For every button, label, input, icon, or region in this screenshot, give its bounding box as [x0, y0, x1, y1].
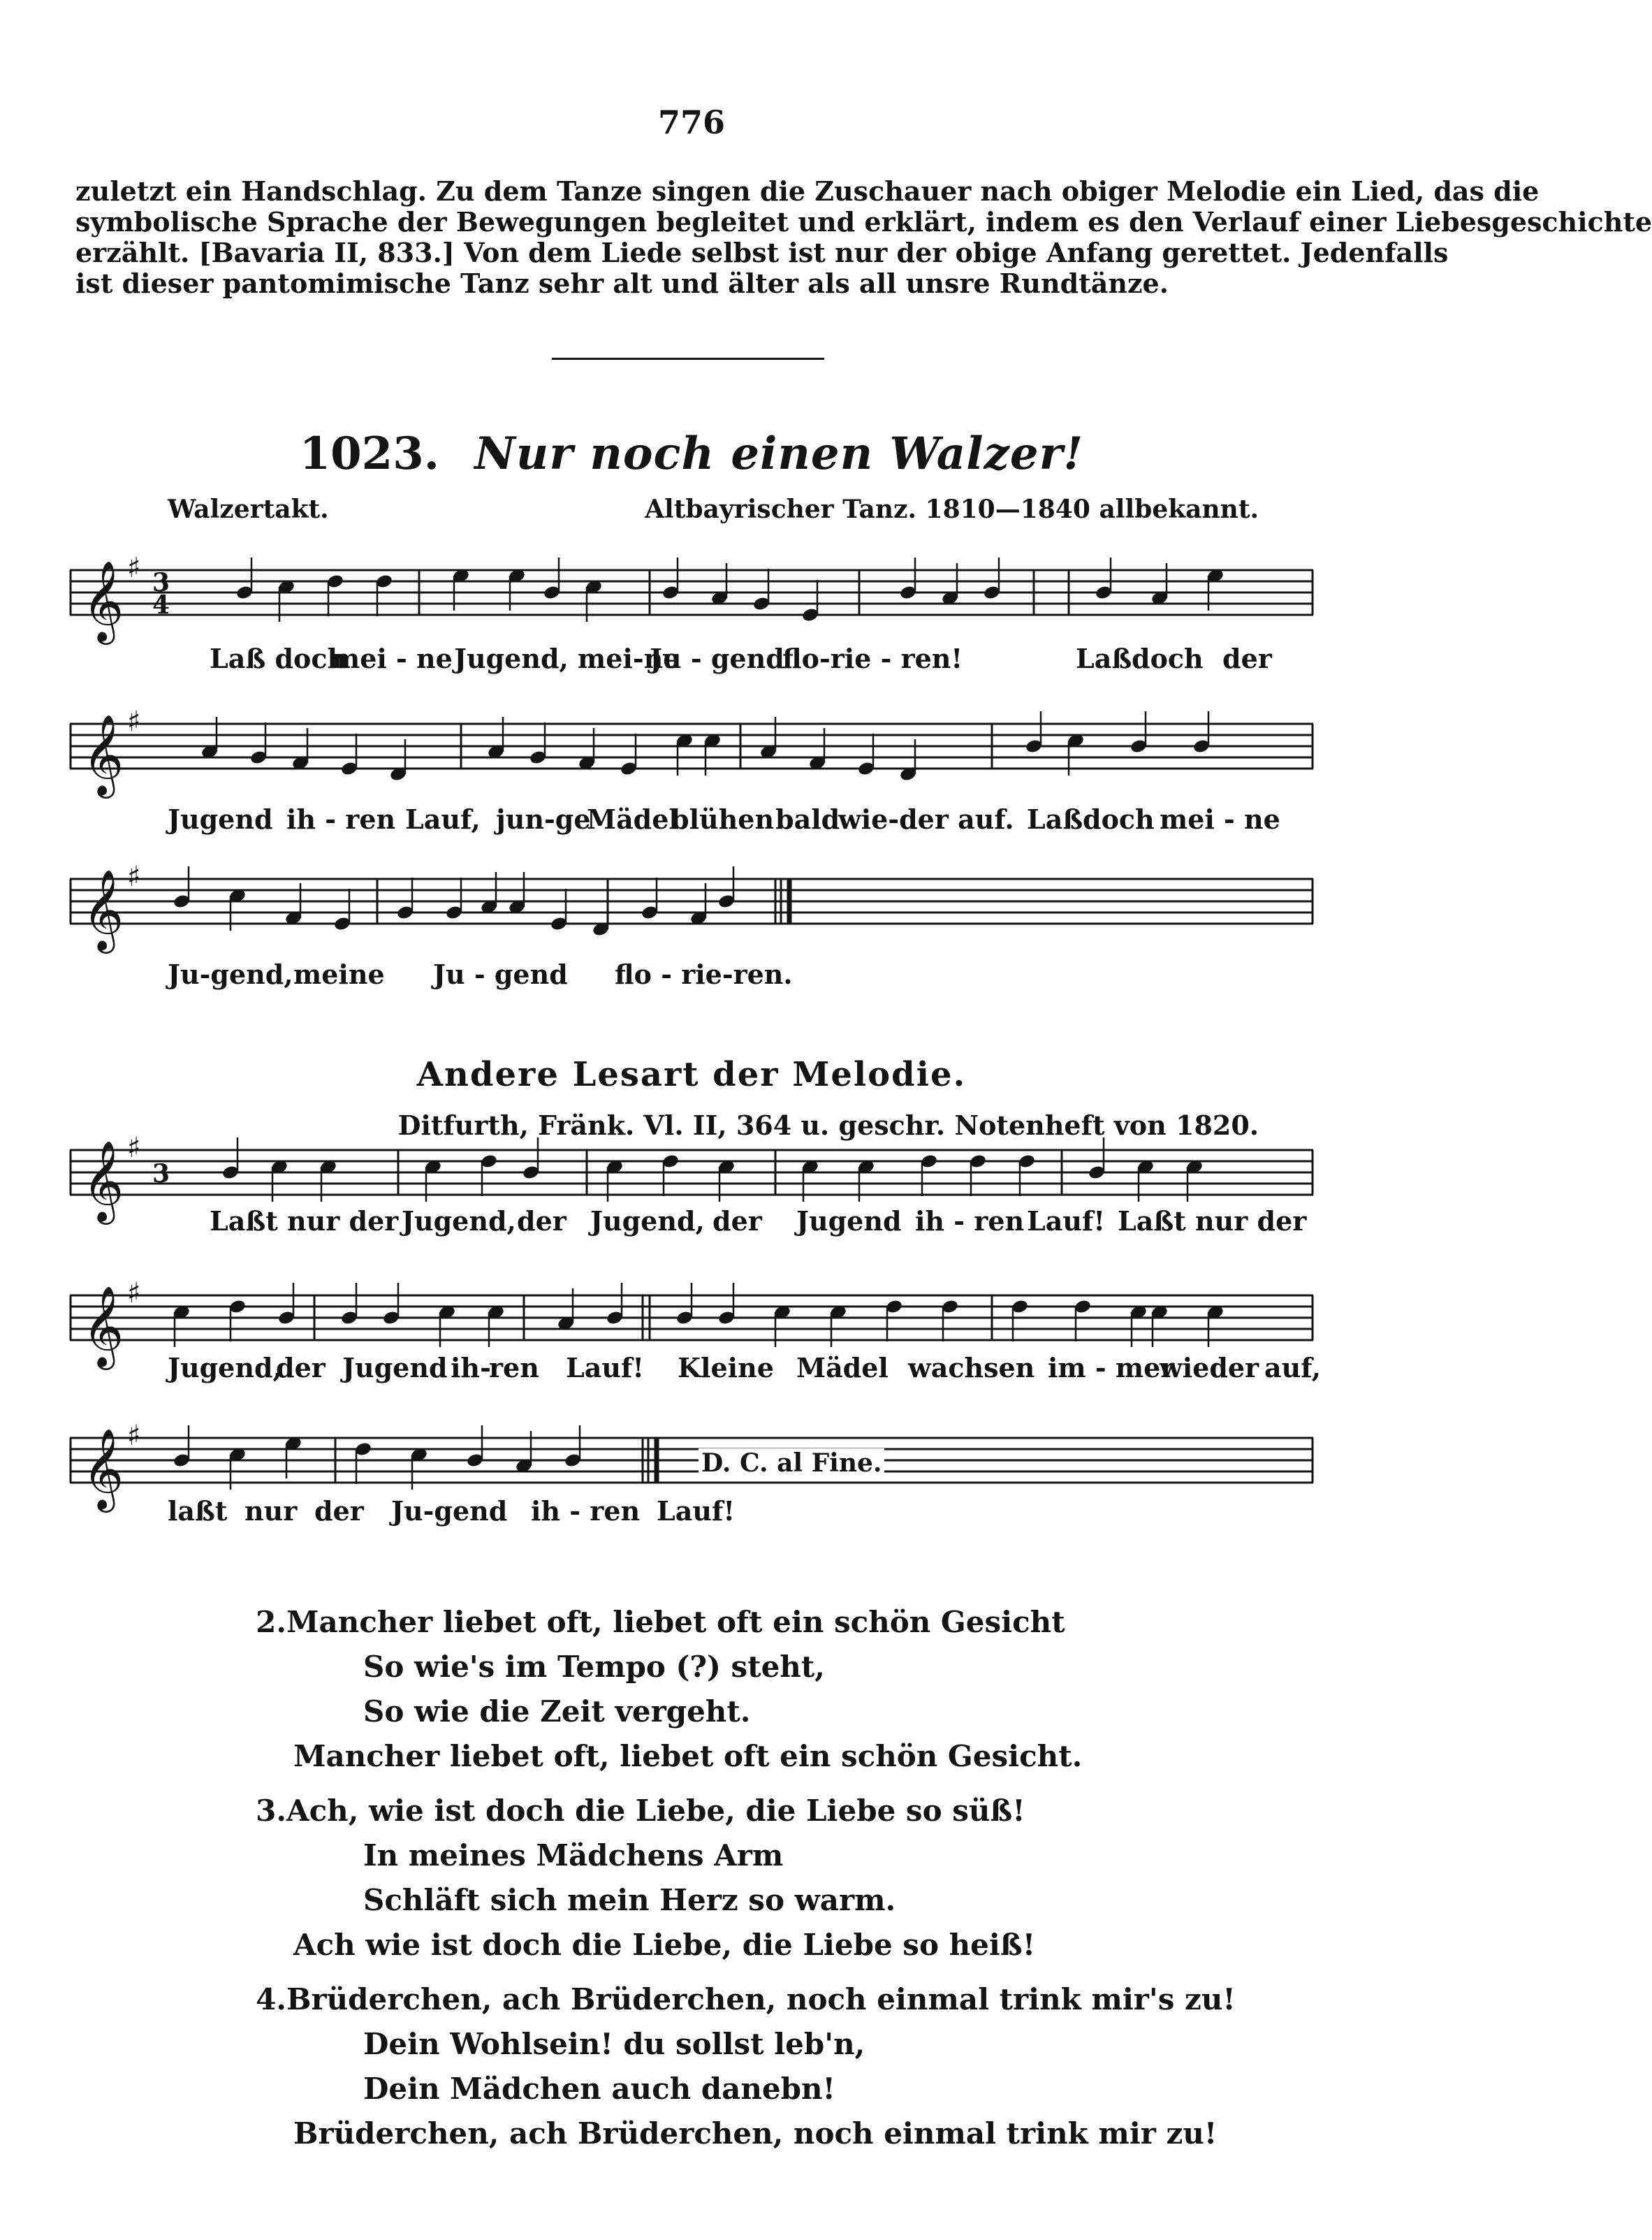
sharp-icon: ♯: [127, 861, 141, 893]
verse-line: So wie die Zeit vergeht.: [363, 1694, 751, 1729]
lyric: Lauf!: [657, 1495, 735, 1527]
verse-line: Ach wie ist doch die Liebe, die Liebe so heiß!: [293, 1928, 1036, 1962]
lyric: wieder: [1160, 1352, 1259, 1383]
lyric: nur: [244, 1495, 298, 1527]
verse-number: 2.: [256, 1605, 286, 1639]
lyric: blühen: [671, 803, 775, 835]
lyric: Ju-gend: [391, 1495, 508, 1527]
lyric: ren: [489, 1352, 539, 1383]
verse-line: In meines Mädchens Arm: [363, 1838, 784, 1872]
verse-number: 3.: [256, 1794, 286, 1828]
lyric: Jugend,: [168, 1352, 282, 1383]
lyric: Jugend, mei-ne: [454, 643, 680, 674]
lyric: Jugend: [342, 1352, 448, 1383]
lyric: flo-rie - ren!: [782, 643, 963, 674]
staff-notation: [70, 699, 1313, 797]
song-origin: Altbayrischer Tanz. 1810—1840 allbekannt.: [645, 495, 1259, 524]
lyric: Laß: [1076, 643, 1132, 674]
intro-paragraph: [75, 175, 1652, 299]
lyric: Ju - gend: [650, 643, 784, 674]
da-capo-marking: D. C. al Fine.: [699, 1448, 884, 1478]
verse-line: Mancher liebet oft, liebet oft ein schön Gesicht.: [293, 1739, 1083, 1773]
time-signature: 3: [152, 568, 170, 597]
lyric: ih - ren: [286, 803, 396, 835]
treble-clef-icon: 𝄞: [82, 1140, 124, 1221]
page-number: 776: [657, 103, 726, 141]
intro-line: ist dieser pantomimische Tanz sehr alt und älter als all unsre Rundtänze.: [75, 268, 1169, 299]
lyric: der: [276, 1352, 326, 1383]
treble-clef-icon: 𝄞: [82, 1427, 124, 1509]
lyric: Kleine: [678, 1352, 774, 1383]
verse-line: [256, 1789, 1035, 1833]
lyric: Laßt nur der: [1118, 1205, 1307, 1237]
treble-clef-icon: 𝄞: [82, 868, 124, 950]
staff-notation: [70, 854, 1313, 952]
treble-clef-icon: 𝄞: [82, 1285, 124, 1367]
verse-3: [256, 1789, 1036, 1968]
verse-number: 4.: [256, 1982, 286, 2016]
lyric: bald: [775, 803, 840, 835]
treble-clef-icon: 𝄞: [82, 560, 124, 641]
lyric: mei - ne: [1160, 803, 1280, 835]
section-divider: [552, 358, 824, 360]
variant-source: Ditfurth, Fränk. Vl. II, 364 u. geschr. Notenheft von 1820.: [397, 1110, 1259, 1141]
time-signature: 3: [152, 1159, 170, 1188]
lyrics-row-2: [168, 803, 1285, 837]
variant-heading: Andere Lesart der Melodie.: [416, 1055, 967, 1094]
verse-line: Brüderchen, ach Brüderchen, noch einmal trink mir zu!: [293, 2116, 1218, 2151]
lyric: mei - ne: [332, 643, 453, 674]
lyric: ih-: [451, 1352, 491, 1383]
lyric: wachsen: [908, 1352, 1035, 1383]
song-title: [0, 428, 1383, 480]
lyric: auf,: [1264, 1352, 1321, 1383]
treble-clef-icon: 𝄞: [82, 713, 124, 795]
lyric: der: [1222, 643, 1272, 674]
verse-4: [256, 1977, 1236, 2156]
sharp-icon: ♯: [127, 706, 141, 738]
intro-line: erzählt. [Bavaria II, 833.] Von dem Liede selbst ist nur der obige Anfang gerettet. Jedenfalls: [75, 237, 1449, 268]
lyric: Laß doch: [210, 643, 347, 674]
verse-line: So wie's im Tempo (?) steht,: [363, 1650, 825, 1684]
sharp-icon: ♯: [127, 1420, 141, 1452]
lyric: doch: [1132, 643, 1204, 674]
lyric: Laß: [1027, 803, 1083, 835]
sharp-icon: ♯: [127, 1132, 141, 1164]
verse-text: Mancher liebet oft, liebet oft ein schön Gesicht: [286, 1605, 1065, 1639]
verse-line: Schläft sich mein Herz so warm.: [363, 1883, 896, 1917]
lyric: im - mer: [1048, 1352, 1175, 1383]
lyric: wie-der auf.: [838, 803, 1014, 835]
verse-line: Dein Wohlsein! du sollst leb'n,: [363, 2027, 865, 2061]
lyric: Mädel: [796, 1352, 889, 1383]
lyric: Jugend: [796, 1205, 902, 1237]
verse-text: Brüderchen, ach Brüderchen, noch einmal trink mir's zu!: [286, 1982, 1236, 2016]
lyric: Jugend,: [402, 1205, 516, 1237]
music-staff-1: [70, 545, 1313, 643]
lyric: Laßt nur der: [210, 1205, 399, 1237]
song-number: 1023.: [299, 428, 440, 480]
lyric: Lauf!: [1027, 1205, 1105, 1237]
lyric: der: [314, 1495, 364, 1527]
verse-line: [256, 1977, 1236, 2022]
music-staff-2: [70, 699, 1313, 797]
lyric: Lauf,: [405, 803, 481, 835]
verse-2: [256, 1600, 1083, 1779]
time-signature: 4: [152, 590, 170, 620]
lyric: doch: [1083, 803, 1155, 835]
lyric: ih - ren: [915, 1205, 1025, 1237]
verse-line: [256, 1600, 1082, 1645]
lyric: Mädel: [587, 803, 679, 835]
verse-text: Ach, wie ist doch die Liebe, die Liebe so süß!: [286, 1794, 1025, 1828]
intro-line: zuletzt ein Handschlag. Zu dem Tanze singen die Zuschauer nach obiger Melodie ein Lied, das die: [75, 175, 1540, 207]
lyric: jun-ge: [496, 803, 591, 835]
staff-notation: [70, 545, 1313, 643]
tempo-marking: Walzertakt.: [168, 495, 329, 524]
verse-line: Dein Mädchen auch danebn!: [363, 2072, 835, 2106]
lyric: Jugend,: [590, 1205, 705, 1237]
variant-lyrics-row-3: [168, 1495, 1285, 1529]
lyrics-row-1: [168, 643, 1285, 676]
lyric: ih - ren: [531, 1495, 641, 1527]
sharp-icon: ♯: [127, 552, 141, 584]
lyric: Lauf!: [566, 1352, 644, 1383]
lyric: Ju-gend,: [168, 959, 293, 990]
music-staff-3: [70, 854, 1313, 952]
lyric: der: [517, 1205, 566, 1237]
variant-lyrics-row-2: [168, 1352, 1321, 1386]
intro-line: symbolische Sprache der Bewegungen begleitet und erklärt, indem es den Verlauf einer Liebesgeschichte: [75, 206, 1652, 238]
lyrics-row-3: [168, 959, 1285, 992]
variant-lyrics-row-1: [168, 1205, 1307, 1239]
sharp-icon: ♯: [127, 1277, 141, 1309]
lyric: der: [712, 1205, 762, 1237]
song-name: Nur noch einen Walzer!: [474, 428, 1084, 480]
lyric: flo - rie-ren.: [615, 959, 793, 990]
lyric: laßt: [168, 1495, 228, 1527]
lyric: Jugend: [168, 803, 273, 835]
lyric: Ju - gend: [433, 959, 568, 990]
lyric: meine: [293, 959, 385, 990]
